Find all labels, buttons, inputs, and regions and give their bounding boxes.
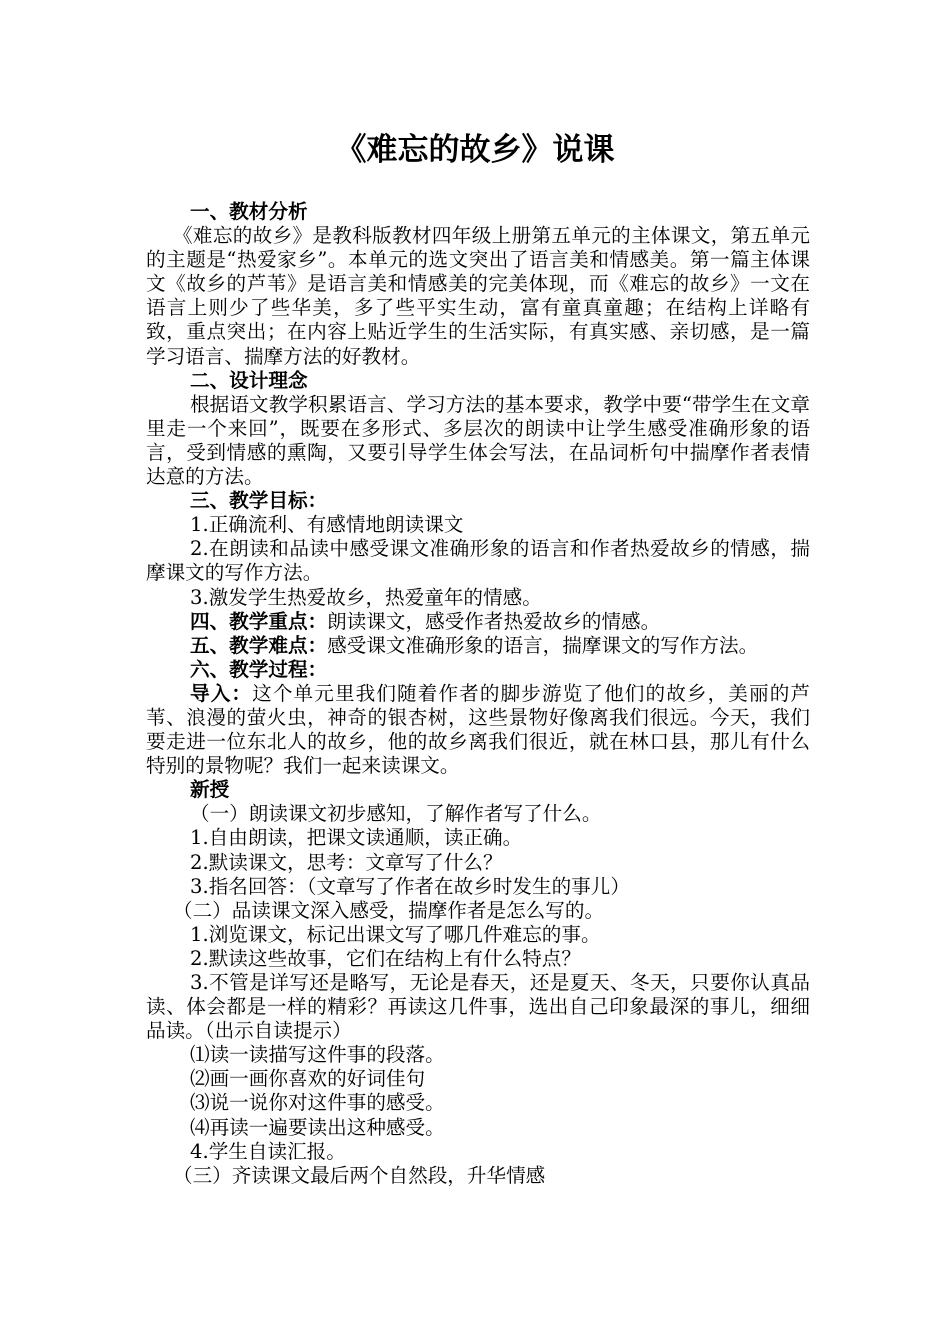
goal-item: 1.正确流利、有感情地朗读课文 [190, 513, 464, 537]
section-heading-design-concept: 二、设计理念 [190, 368, 308, 392]
section-heading-teaching-difficulty: 五、教学难点： [190, 633, 328, 657]
design-concept-paragraph: 根据语文教学积累语言、学习方法的基本要求，教学中要“带学生在文章里走一个来回”，既要在多形式、多层次的朗读中让学生感受准确形象的语言，受到情感的熏陶，又要引导学生体会写法，在品词析句中揣摩作者表情达意的方法。 [146, 392, 810, 489]
section-heading-teaching-process: 六、教学过程： [190, 657, 328, 681]
reading-tip: ⑶说一说你对这件事的感受。 [190, 1091, 445, 1115]
teaching-difficulty-line [146, 634, 810, 658]
intro-paragraph [146, 682, 810, 778]
page-title: 《难忘的故乡》说课 [335, 132, 615, 168]
section-heading-teaching-focus: 四、教学重点： [190, 609, 328, 633]
goal-item: 3.激发学生热爱故乡，热爱童年的情感。 [190, 585, 542, 609]
part-two-item: 3.不管是详写还是略写，无论是春天，还是夏天、冬天，只要你认真品读、体会都是一样的精彩？再读这几件事，选出自己印象最深的事儿，细细品读。（出示自读提示） [146, 971, 810, 1043]
document-body [146, 200, 810, 1188]
section-heading-teaching-goals: 三、教学目标： [190, 489, 328, 513]
reading-tip: ⑷再读一遍要读出这种感受。 [190, 1115, 445, 1139]
part-one-item: 1.自由朗读，把课文读通顺，读正确。 [190, 826, 523, 850]
part-one-item: 2.默读课文，思考：文章写了什么？ [190, 850, 503, 874]
new-lesson-label: 新授 [190, 778, 230, 802]
teaching-focus-text: 朗读课文，感受作者热爱故乡的情感。 [327, 609, 661, 633]
part-two-item: 4.学生自读汇报。 [190, 1139, 346, 1163]
part-two-title: （二）品读课文深入感受，揣摩作者是怎么写的。 [173, 898, 605, 922]
textbook-analysis-paragraph: 《难忘的故乡》是教科版教材四年级上册第五单元的主体课文，第五单元的主题是“热爱家乡”。本单元的选文突出了语言美和情感美。第一篇主体课文《故乡的芦苇》是语言美和情感美的完美体现，而《难忘的故乡》一文在语言上则少了些华美，多了些平实生动，富有童真童趣；在结构上详略有致，重点突出；在内容上贴近学生的生活实际，有真实感、亲切感，是一篇学习语言、揣摩方法的好教材。 [146, 224, 810, 368]
reading-tip: ⑴读一读描写这件事的段落。 [190, 1043, 445, 1067]
part-two-item: 1.浏览课文，标记出课文写了哪几件难忘的事。 [190, 922, 601, 946]
part-one-item: 3.指名回答：（文章写了作者在故乡时发生的事儿） [190, 874, 630, 898]
goal-item: 2.在朗读和品读中感受课文准确形象的语言和作者热爱故乡的情感，揣摩课文的写作方法。 [146, 537, 810, 585]
reading-tip: ⑵画一画你喜欢的好词佳句 [190, 1067, 426, 1091]
part-one-title: （一）朗读课文初步感知，了解作者写了什么。 [190, 802, 602, 826]
part-two-item: 2.默读这些故事，它们在结构上有什么特点？ [190, 946, 581, 970]
teaching-focus-line [146, 610, 810, 634]
intro-label: 导入： [190, 681, 253, 705]
part-three-title: （三）齐读课文最后两个自然段，升华情感 [173, 1163, 546, 1187]
teaching-difficulty-text: 感受课文准确形象的语言，揣摩课文的写作方法。 [327, 633, 759, 657]
intro-text: 这个单元里我们随着作者的脚步游览了他们的故乡，美丽的芦苇、浪漫的萤火虫，神奇的银杏树，这些景物好像离我们很远。今天，我们要走进一位东北人的故乡，他的故乡离我们很近，就在林口县，那儿有什么特别的景物呢？我们一起来读课文。 [146, 681, 811, 778]
section-heading-textbook-analysis: 一、教材分析 [190, 200, 308, 223]
